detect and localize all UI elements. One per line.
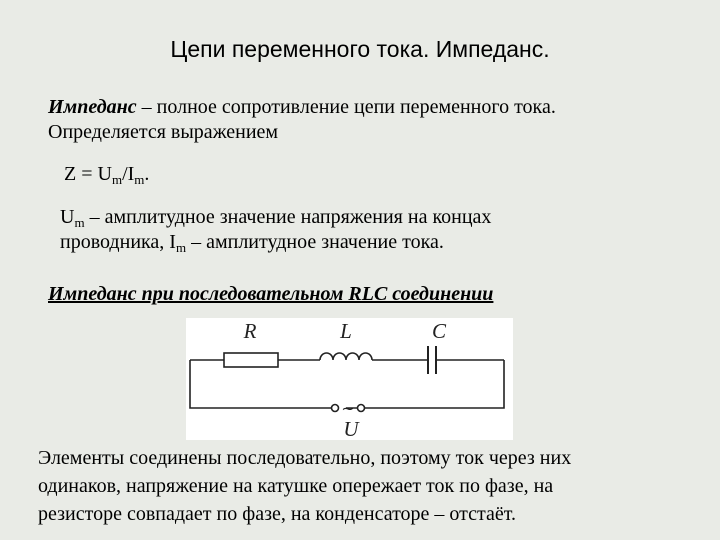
ac-source-symbol: ~	[341, 399, 355, 418]
definition-term: Импеданс	[48, 96, 137, 118]
label-u: U	[343, 417, 359, 440]
conclusion-line-3: резисторе совпадает по фазе, на конденсаторе – отстаёт.	[38, 503, 516, 525]
rlc-heading: Импеданс при последовательном RLC соединении	[48, 283, 494, 305]
inductor-symbol	[320, 353, 372, 360]
explanation-i-sub: m	[175, 240, 187, 255]
slide-title: Цепи переменного тока. Импеданс.	[170, 36, 550, 62]
impedance-formula	[64, 162, 149, 187]
explanation-line-1	[60, 205, 700, 230]
explanation-line-2	[60, 230, 700, 255]
explanation-u-sub: m	[74, 215, 85, 230]
conclusion-paragraph	[38, 444, 708, 528]
label-r: R	[243, 319, 257, 343]
definition-line-1	[48, 95, 708, 120]
explanation-text-1: – амплитудное значение напряжения на концах	[84, 206, 492, 228]
definition-line-2: Определяется выражением	[48, 121, 279, 143]
definition-text: – полное сопротивление цепи переменного тока.	[136, 96, 556, 118]
conclusion-line-2: одинаков, напряжение на катушке опережает ток по фазе, на	[38, 475, 554, 497]
definition-paragraph	[48, 95, 708, 145]
explanation-paragraph	[60, 205, 700, 255]
circuit-svg	[186, 318, 513, 440]
conclusion-line-1: Элементы соединены последовательно, поэтому ток через них	[38, 447, 572, 469]
label-l: L	[340, 319, 352, 343]
formula-z: Z = U	[64, 163, 112, 185]
label-c: C	[431, 319, 447, 343]
rlc-circuit-diagram	[186, 318, 513, 440]
formula-i: /I	[122, 163, 135, 185]
terminal-right	[358, 405, 365, 412]
formula-dot: .	[144, 163, 150, 185]
explanation-u: U	[60, 206, 75, 228]
formula-sub-m2: m	[134, 172, 145, 187]
resistor-symbol	[224, 353, 278, 367]
terminal-left	[332, 405, 339, 412]
explanation-text-3: – амплитудное значение тока.	[186, 231, 444, 253]
formula-sub-m: m	[111, 172, 123, 187]
wire-right-bottom	[346, 360, 504, 408]
explanation-text-2: проводника, I	[60, 231, 176, 253]
capacitor-symbol	[428, 346, 436, 374]
